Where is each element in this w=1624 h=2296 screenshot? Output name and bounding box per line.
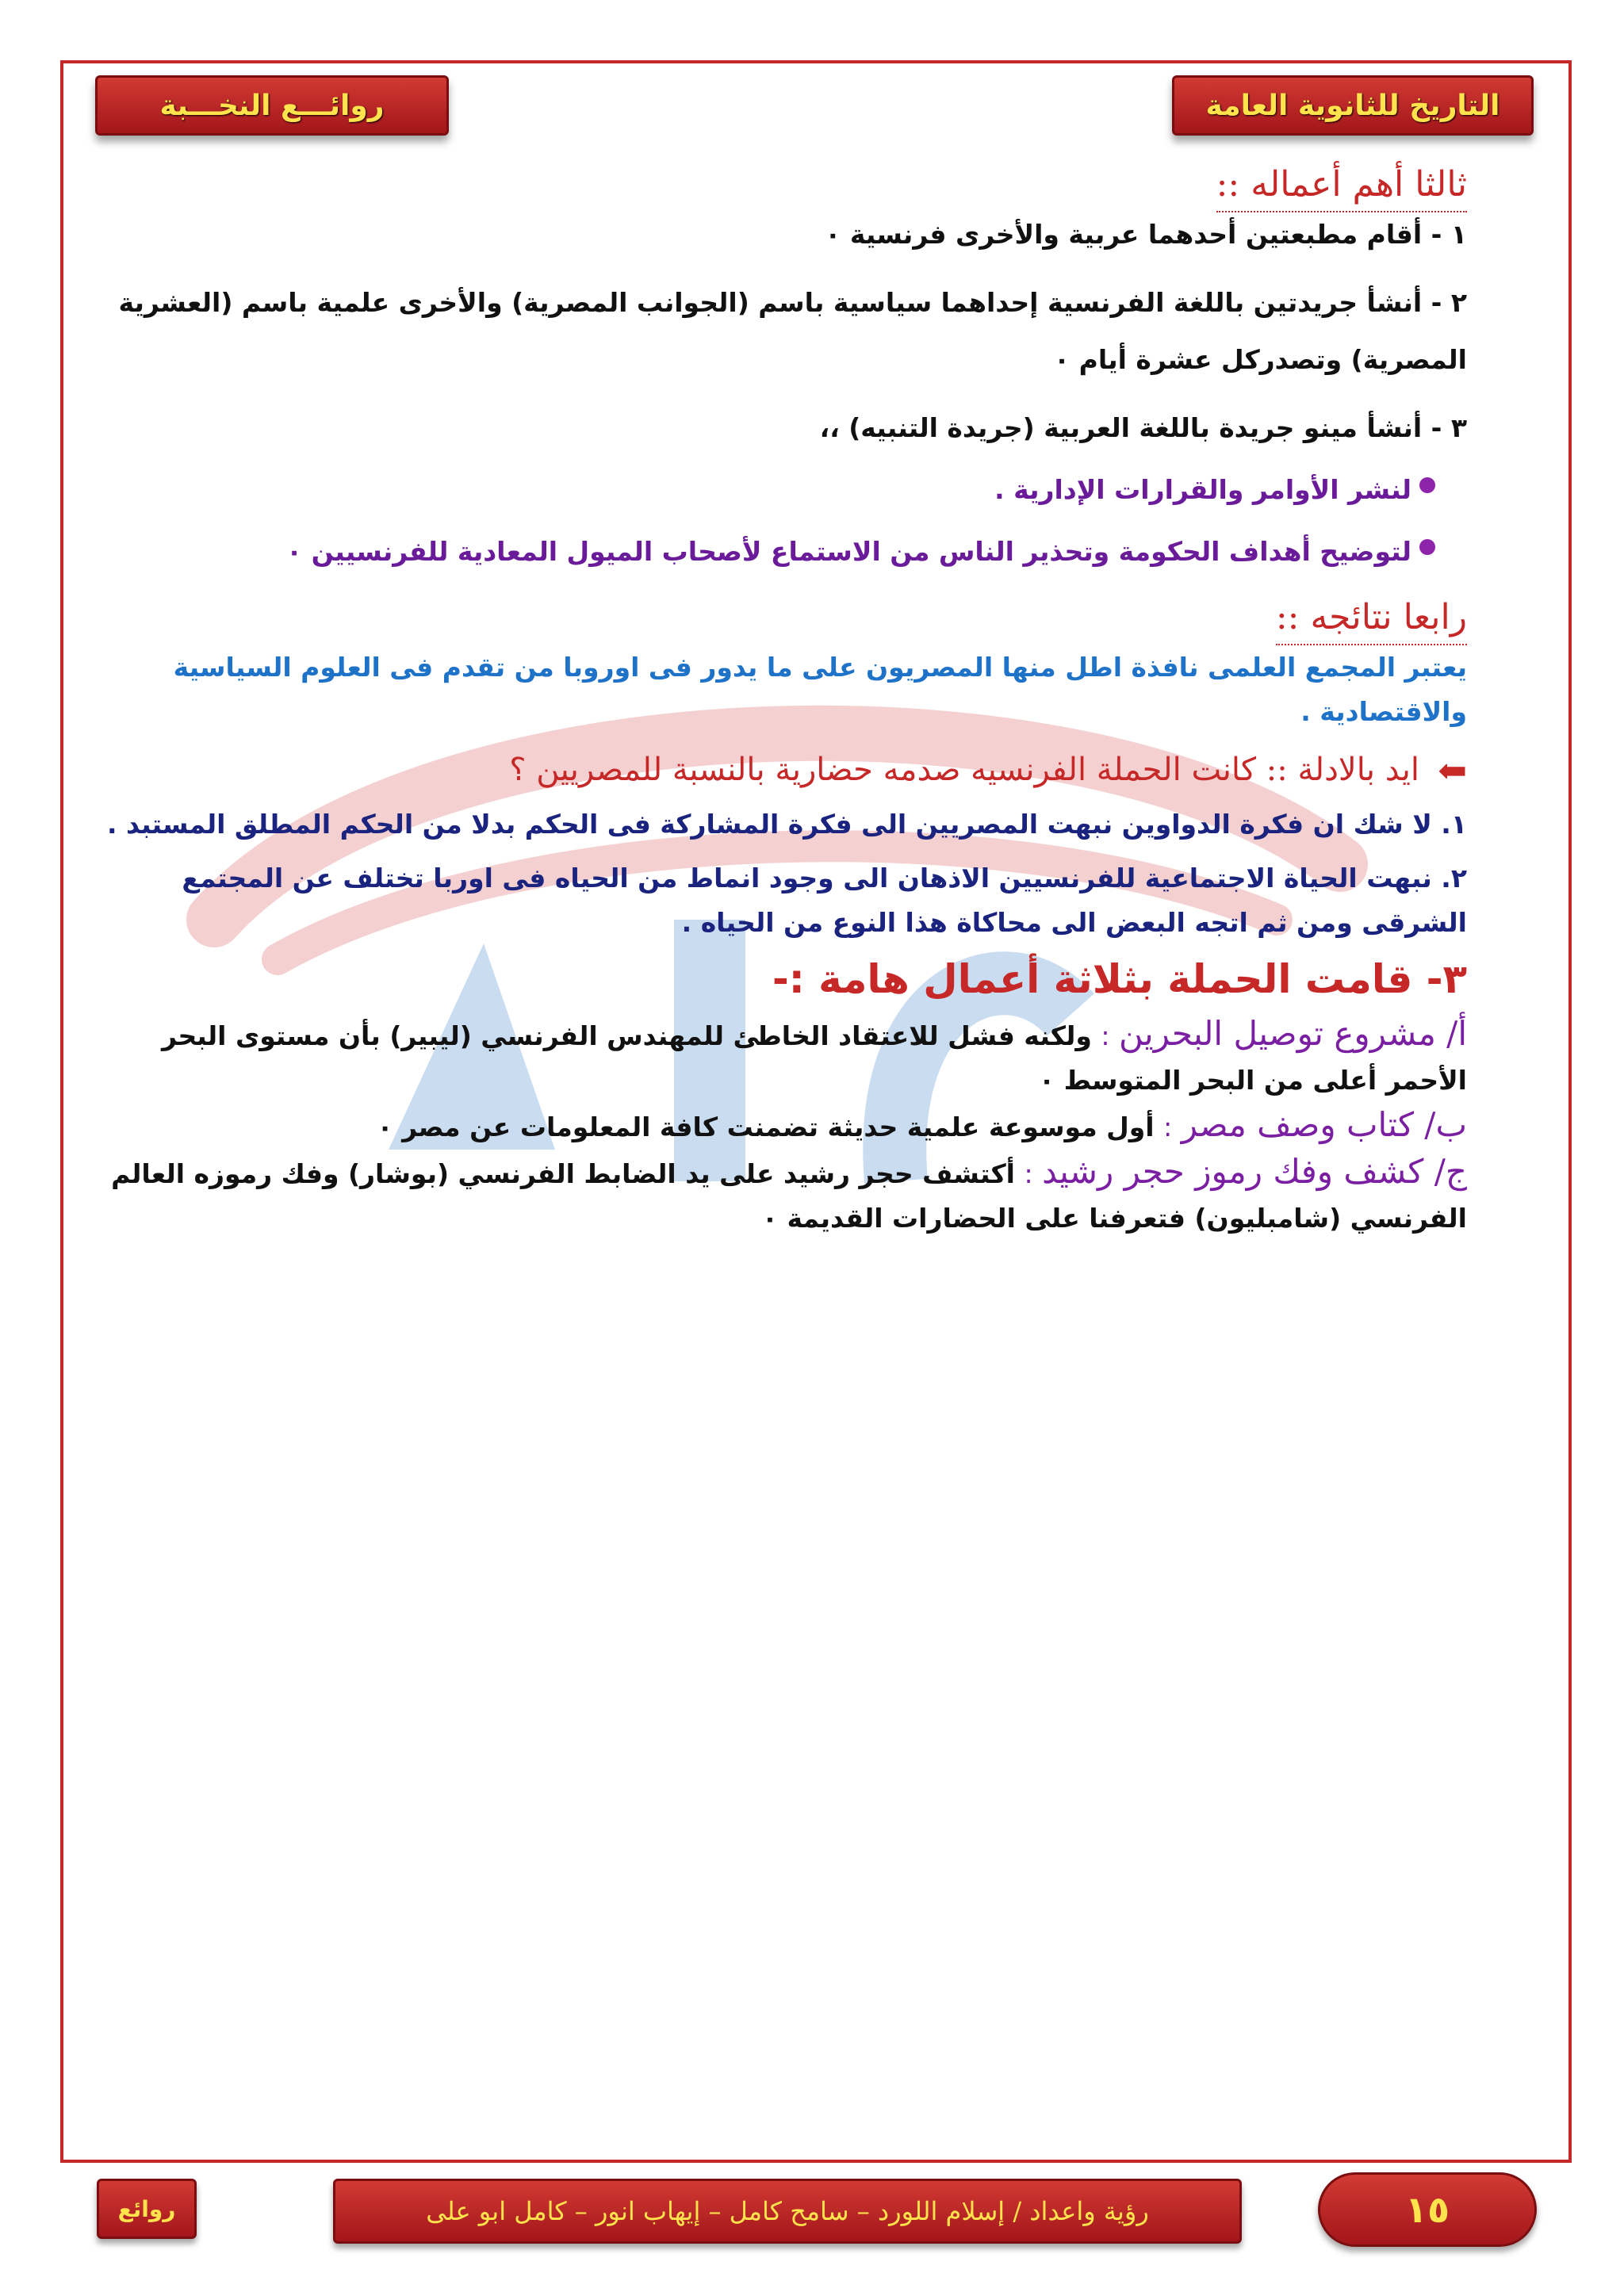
results-text: يعتبر المجمع العلمى نافذة اطل منها المصريون على ما يدور فى اوروبا من تقدم فى العلوم السياسية والاقتصادية . bbox=[173, 652, 1467, 727]
work-item-3: ٣ - أنشأ مينو جريدة باللغة العربية (جريدة التنبيه) ،، bbox=[819, 412, 1467, 443]
answer-item-1: ١. لا شك ان فكرة الدواوين نبهت المصريين الى فكرة المشاركة فى الحكم بدلا من الحكم المطلق المستبد . bbox=[106, 809, 1467, 840]
question-line: ⬅ ايد بالادلة :: كانت الحملة الفرنسيه صدمه حضارية بالنسبة للمصريين ؟ bbox=[87, 745, 1467, 794]
campaign-work-b: ب/ كتاب وصف مصر : أول موسوعة علمية حديثة تضمنت كافة المعلومات عن مصر ٠ bbox=[377, 1105, 1467, 1144]
bullet-dot bbox=[1419, 477, 1435, 493]
header-tab-right: التاريخ للثانوية العامة bbox=[1172, 75, 1534, 136]
section-heading-works: ثالثا أهم أعماله :: bbox=[87, 159, 1467, 212]
bullet-dot bbox=[1419, 539, 1435, 555]
works-heading: ٣- قامت الحملة بثلاثة أعمال هامة :- bbox=[772, 956, 1467, 1002]
work-item-1: ١ - أقام مطبعتين أحدهما عربية والأخرى فرنسية ٠ bbox=[825, 219, 1467, 250]
page-content bbox=[87, 159, 1467, 1241]
arrow-left-icon: ⬅ bbox=[1438, 751, 1467, 791]
bullet-item-1: لنشر الأوامر والقرارات الإدارية . bbox=[87, 468, 1467, 512]
bullet-item-2: لتوضيح أهداف الحكومة وتحذير الناس من الاستماع لأصحاب الميول المعادية للفرنسيين ٠ bbox=[87, 530, 1467, 574]
work-item-2: ٢ - أنشأ جريدتين باللغة الفرنسية إحداهما سياسية باسم (الجوانب المصرية) والأخرى علمية باسم (العشرية المصرية) وتصدركل عشرة أيام ٠ bbox=[118, 287, 1467, 375]
footer-badge: روائع bbox=[97, 2179, 197, 2239]
section-heading-results: رابعا نتائجه :: bbox=[87, 591, 1467, 645]
header-tab-left: روائـــع النخـــبة bbox=[95, 75, 449, 136]
footer-credits: رؤية واعداد / إسلام اللورد – سامح كامل – إيهاب انور – كامل ابو على bbox=[333, 2179, 1242, 2244]
campaign-work-c: ج/ كشف وفك رموز حجر رشيد : أكتشف حجر رشيد على يد الضابط الفرنسي (بوشار) وفك رموزه العالم الفرنسي (شامبليون) فتعرفنا على الحضارات القديمة ٠ bbox=[111, 1152, 1467, 1234]
page-number: ١٥ bbox=[1318, 2172, 1537, 2247]
answer-item-2: ٢. نبهت الحياة الاجتماعية للفرنسيين الاذهان الى وجود انماط من الحياه فى اوربا تختلف عن المجتمع الشرقى ومن ثم اتجه البعض الى محاكاة هذا النوع من الحياه . bbox=[182, 863, 1467, 938]
campaign-work-a: أ/ مشروع توصيل البحرين : ولكنه فشل للاعتقاد الخاطئ للمهندس الفرنسي (ليبير) بأن مستوى البحر الأحمر أعلى من البحر المتوسط ٠ bbox=[162, 1014, 1467, 1096]
